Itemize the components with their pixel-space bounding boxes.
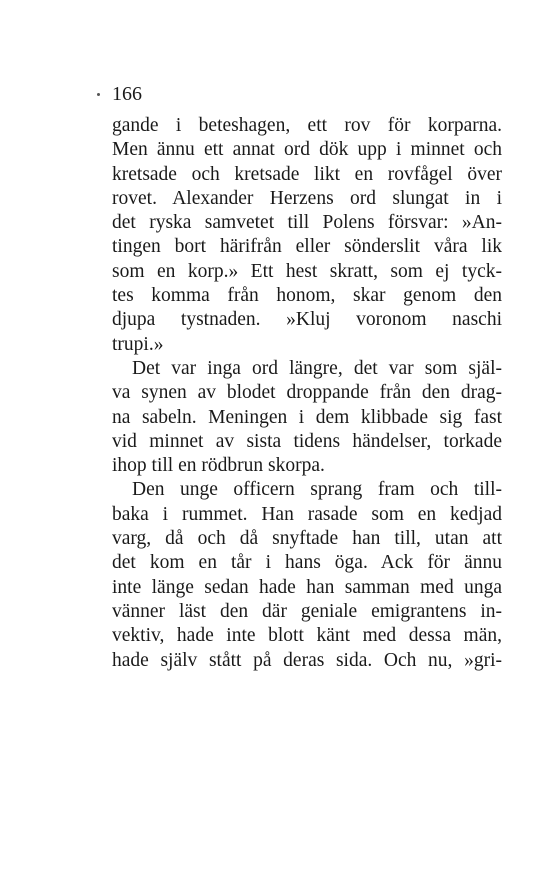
text-line: rovet. Alexander Herzens ord slungat in i [112,187,502,209]
text-line: va synen av blodet droppande från den drag- [112,382,502,404]
text-line: det ryska samvetet till Polens försvar: »An- [112,212,502,234]
text-line: baka i rummet. Han rasade som en kedjad [112,503,502,525]
text-line: na sabeln. Meningen i dem klibbade sig fast [112,406,502,428]
text-line: vektiv, hade inte blott känt med dessa män, [112,625,502,647]
text-line: kretsade och kretsade likt en rovfågel över [112,163,502,185]
body-text [112,114,502,673]
text-line: Det var inga ord längre, det var som själ- [132,357,502,379]
text-line: tes komma från honom, skar genom den [112,285,502,307]
page-number: 166 [112,83,142,105]
text-line: vid minnet av sista tidens händelser, torkade [112,430,502,452]
text-line: Den unge officern sprang fram och till- [132,479,502,501]
text-line: tingen bort härifrån eller sönderslit våra lik [112,236,502,258]
text-line: som en korp.» Ett hest skratt, som ej tyck- [112,260,502,282]
text-line: varg, då och då snyftade han till, utan att [112,528,502,550]
text-line: djupa tystnaden. »Kluj voronom naschi [112,309,502,331]
text-line: inte länge sedan hade han samman med unga [112,576,502,598]
text-line: vänner läst den där geniale emigrantens in- [112,600,502,622]
text-line: det kom en tår i hans öga. Ack för ännu [112,552,502,574]
margin-mark [97,93,100,96]
text-line: trupi.» [112,333,164,355]
text-line: hade själv stått på deras sida. Och nu, »gri- [112,649,502,671]
text-line: ihop till en rödbrun skorpa. [112,455,325,477]
text-line: gande i beteshagen, ett rov för korparna. [112,115,502,136]
text-line: Men ännu ett annat ord dök upp i minnet och [112,139,502,161]
